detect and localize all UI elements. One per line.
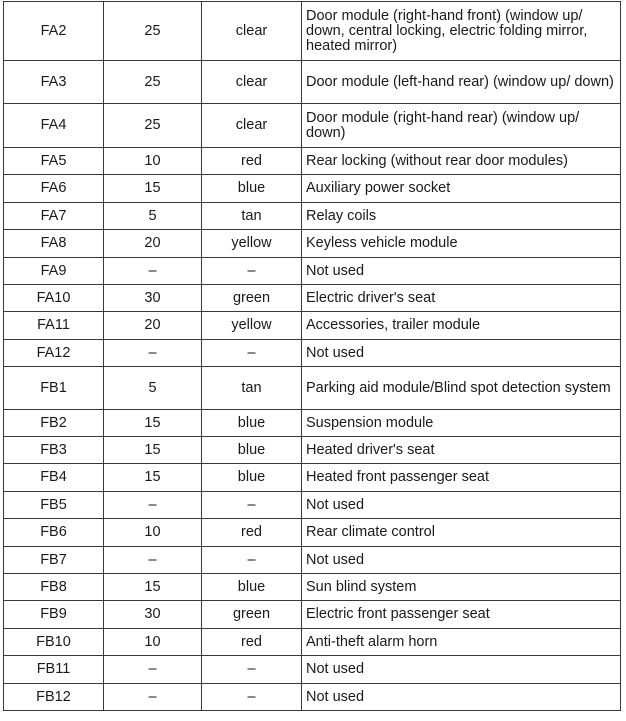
amperage-cell: 30 <box>104 285 202 312</box>
table-row <box>4 684 621 711</box>
fuse-color-cell: – <box>202 340 302 367</box>
description-cell: Sun blind system <box>302 574 621 601</box>
table-row <box>4 312 621 340</box>
amperage-cell: 15 <box>104 175 202 203</box>
fuse-color-cell: tan <box>202 367 302 410</box>
fuse-id-cell: FB7 <box>4 547 104 574</box>
fuse-id-cell: FB10 <box>4 629 104 656</box>
fuse-id-cell: FA9 <box>4 258 104 285</box>
fuse-color-cell: blue <box>202 464 302 492</box>
description-cell: Not used <box>302 656 621 684</box>
fuse-color-cell: blue <box>202 410 302 437</box>
description-cell: Door module (left-hand rear) (window up/ down) <box>302 61 621 104</box>
amperage-cell: 25 <box>104 61 202 104</box>
fuse-id-cell: FB3 <box>4 437 104 464</box>
fuse-id-cell: FB4 <box>4 464 104 492</box>
amperage-cell: 5 <box>104 367 202 410</box>
table-row <box>4 519 621 547</box>
fuse-color-cell: blue <box>202 574 302 601</box>
amperage-cell: 5 <box>104 203 202 230</box>
fuse-id-cell: FB6 <box>4 519 104 547</box>
fuse-color-cell: red <box>202 148 302 175</box>
fuse-id-cell: FB12 <box>4 684 104 711</box>
fuse-id-cell: FA4 <box>4 104 104 148</box>
table-row <box>4 230 621 258</box>
description-cell: Rear climate control <box>302 519 621 547</box>
fuse-color-cell: – <box>202 547 302 574</box>
amperage-cell: – <box>104 656 202 684</box>
fuse-color-cell: clear <box>202 2 302 61</box>
table-row <box>4 410 621 437</box>
table-row <box>4 437 621 464</box>
table-row <box>4 104 621 148</box>
fuse-color-cell: – <box>202 656 302 684</box>
table-row <box>4 601 621 629</box>
fuse-id-cell: FB11 <box>4 656 104 684</box>
fuse-id-cell: FB5 <box>4 492 104 519</box>
table-row <box>4 2 621 61</box>
fuse-id-cell: FB1 <box>4 367 104 410</box>
fuse-color-cell: red <box>202 519 302 547</box>
fuse-color-cell: – <box>202 492 302 519</box>
description-cell: Door module (right-hand front) (window up/ down, central locking, electric folding mirror, heated mirror) <box>302 2 621 61</box>
table-row <box>4 203 621 230</box>
fuse-id-cell: FA5 <box>4 148 104 175</box>
amperage-cell: – <box>104 684 202 711</box>
description-cell: Relay coils <box>302 203 621 230</box>
description-cell: Anti-theft alarm horn <box>302 629 621 656</box>
amperage-cell: 10 <box>104 629 202 656</box>
fuse-color-cell: clear <box>202 61 302 104</box>
fuse-id-cell: FA11 <box>4 312 104 340</box>
amperage-cell: 15 <box>104 464 202 492</box>
description-cell: Parking aid module/Blind spot detection system <box>302 367 621 410</box>
fuse-color-cell: tan <box>202 203 302 230</box>
description-cell: Accessories, trailer module <box>302 312 621 340</box>
fuse-color-cell: – <box>202 684 302 711</box>
amperage-cell: 30 <box>104 601 202 629</box>
amperage-cell: 25 <box>104 104 202 148</box>
table-row <box>4 148 621 175</box>
table-row <box>4 574 621 601</box>
amperage-cell: 20 <box>104 230 202 258</box>
table-row <box>4 367 621 410</box>
amperage-cell: – <box>104 547 202 574</box>
table-row <box>4 547 621 574</box>
description-cell: Not used <box>302 258 621 285</box>
table-row <box>4 656 621 684</box>
amperage-cell: 15 <box>104 437 202 464</box>
fuse-color-cell: blue <box>202 437 302 464</box>
description-cell: Door module (right-hand rear) (window up/ down) <box>302 104 621 148</box>
amperage-cell: – <box>104 340 202 367</box>
fuse-color-cell: yellow <box>202 230 302 258</box>
description-cell: Auxiliary power socket <box>302 175 621 203</box>
amperage-cell: – <box>104 492 202 519</box>
table-row <box>4 340 621 367</box>
description-cell: Electric driver's seat <box>302 285 621 312</box>
amperage-cell: – <box>104 258 202 285</box>
fuse-id-cell: FA8 <box>4 230 104 258</box>
fuse-color-cell: – <box>202 258 302 285</box>
fuse-color-cell: green <box>202 601 302 629</box>
description-cell: Not used <box>302 547 621 574</box>
table-row <box>4 175 621 203</box>
fuse-color-cell: blue <box>202 175 302 203</box>
amperage-cell: 10 <box>104 148 202 175</box>
fuse-table <box>3 1 621 711</box>
description-cell: Heated front passenger seat <box>302 464 621 492</box>
description-cell: Not used <box>302 340 621 367</box>
table-row <box>4 258 621 285</box>
description-cell: Not used <box>302 492 621 519</box>
amperage-cell: 10 <box>104 519 202 547</box>
fuse-id-cell: FA7 <box>4 203 104 230</box>
table-row <box>4 285 621 312</box>
fuse-id-cell: FA6 <box>4 175 104 203</box>
description-cell: Heated driver's seat <box>302 437 621 464</box>
fuse-color-cell: green <box>202 285 302 312</box>
fuse-id-cell: FA3 <box>4 61 104 104</box>
fuse-id-cell: FB8 <box>4 574 104 601</box>
fuse-id-cell: FA2 <box>4 2 104 61</box>
description-cell: Electric front passenger seat <box>302 601 621 629</box>
amperage-cell: 15 <box>104 410 202 437</box>
fuse-id-cell: FA10 <box>4 285 104 312</box>
table-row <box>4 492 621 519</box>
description-cell: Suspension module <box>302 410 621 437</box>
table-row <box>4 464 621 492</box>
fuse-color-cell: clear <box>202 104 302 148</box>
fuse-id-cell: FA12 <box>4 340 104 367</box>
fuse-id-cell: FB9 <box>4 601 104 629</box>
amperage-cell: 25 <box>104 2 202 61</box>
table-row <box>4 61 621 104</box>
description-cell: Keyless vehicle module <box>302 230 621 258</box>
fuse-id-cell: FB2 <box>4 410 104 437</box>
description-cell: Rear locking (without rear door modules) <box>302 148 621 175</box>
amperage-cell: 15 <box>104 574 202 601</box>
table-row <box>4 629 621 656</box>
description-cell: Not used <box>302 684 621 711</box>
fuse-color-cell: red <box>202 629 302 656</box>
amperage-cell: 20 <box>104 312 202 340</box>
fuse-color-cell: yellow <box>202 312 302 340</box>
fuse-table-body <box>4 2 621 711</box>
